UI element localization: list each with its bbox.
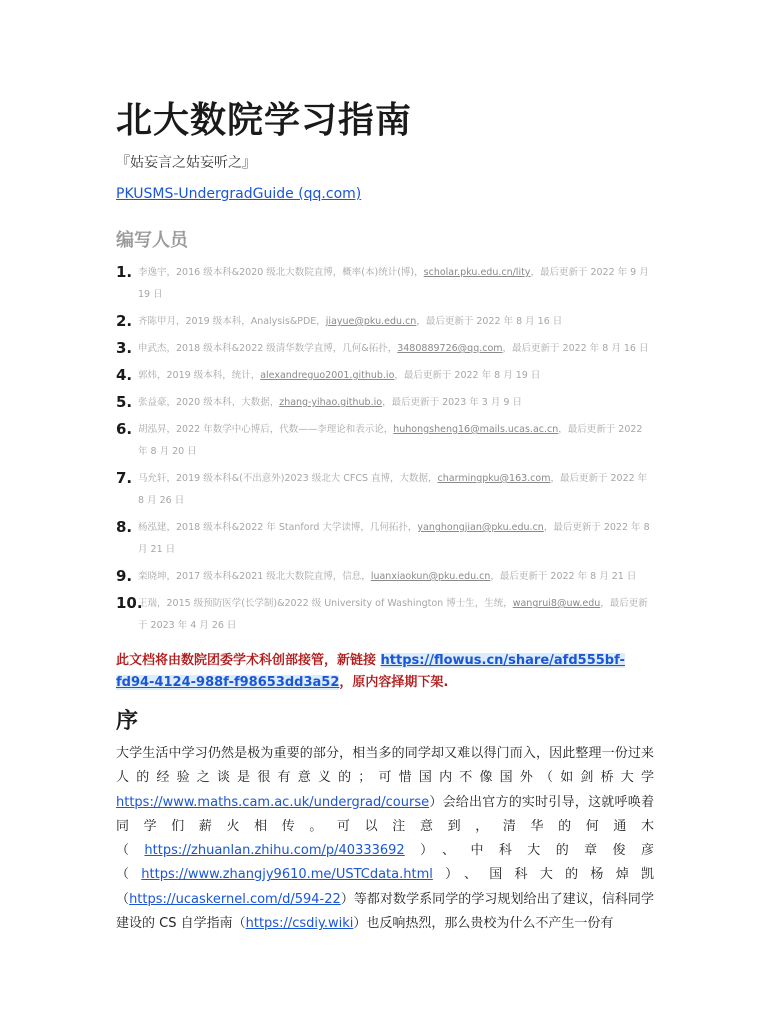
author-number: 7. <box>116 469 133 487</box>
author-info: 马允轩，2019 级本科&(不出意外)2023 级北大 CFCS 直博，大数据， <box>138 473 438 484</box>
ustc-link[interactable]: https://www.zhangjy9610.me/USTCdata.html <box>141 867 433 883</box>
author-number: 8. <box>116 518 133 536</box>
author-link[interactable]: charmingpku@163.com <box>437 473 551 484</box>
author-updated: ，最后更新于 2022 年 8 月 21 日 <box>138 522 650 555</box>
author-number: 10. <box>116 594 143 612</box>
author-updated: ，最后更新于 2023 年 3 月 9 日 <box>382 397 522 408</box>
document-title: 北大数院学习指南 <box>116 100 413 141</box>
author-updated: ，最后更新于 2022 年 8 月 20 日 <box>138 424 643 457</box>
author-number: 1. <box>116 263 133 281</box>
author-updated: ，最后更新于 2022 年 9 月 19 日 <box>138 267 649 300</box>
author-info: 张益豪，2020 级本科，大数据， <box>138 397 280 408</box>
author-link[interactable]: 3480889726@qq.com <box>397 343 503 354</box>
author-link[interactable]: alexandreguo2001.github.io <box>260 370 395 381</box>
author-item <box>116 338 654 360</box>
author-item <box>116 262 654 306</box>
body-text: 大学生活中学习仍然是极为重要的部分，相当多的同学却又难以得门而入，因此整理一份过来人的经验之谈是很有意义的；可惜国内不像国外（如剑桥大学 <box>116 746 654 786</box>
preface-paragraph <box>116 742 654 936</box>
author-number: 2. <box>116 312 133 330</box>
author-number: 4. <box>116 366 133 384</box>
notice-link[interactable]: https://flowus.cn/share/afd555bf-fd94-4124-988f-f98653dd3a52 <box>116 653 625 690</box>
body-text: ）、国科大的杨焯凯（ <box>116 867 654 907</box>
author-item <box>116 593 654 637</box>
zhihu-link[interactable]: https://zhuanlan.zhihu.com/p/40333692 <box>144 843 405 859</box>
cambridge-link[interactable]: https://www.maths.cam.ac.uk/undergrad/course <box>116 794 430 810</box>
author-info: 申武杰，2018 级本科&2022 级清华数学直博，几何&拓扑， <box>138 343 398 354</box>
author-link[interactable]: yanghongjian@pku.edu.cn <box>417 522 544 533</box>
author-updated: ，最后更新于 2022 年 8 月 16 日 <box>416 316 563 327</box>
author-updated: ，最后更新于 2023 年 4 月 26 日 <box>138 598 648 631</box>
authors-list <box>116 262 654 642</box>
author-info: 栾晓坤，2017 级本科&2021 级北大数院直博，信息， <box>138 571 371 582</box>
author-info: 齐陈甲月，2019 级本科，Analysis&PDE， <box>138 316 326 327</box>
author-number: 5. <box>116 393 133 411</box>
author-info: 李逸宇，2016 级本科&2020 级北大数院直博，概率(本)统计(博)， <box>138 267 424 278</box>
body-text: ）等都对数学系同学的学习规划给出了建议，信科同学建设的 CS 自学指南（ <box>116 891 654 932</box>
ucas-link[interactable]: https://ucaskernel.com/d/594-22 <box>129 891 341 907</box>
author-info: 郭炜，2019 级本科，统计， <box>138 370 261 381</box>
author-item <box>116 311 654 333</box>
author-number: 6. <box>116 420 133 438</box>
authors-heading: 编写人员 <box>116 230 188 251</box>
author-info: 胡泓昇，2022 年数学中心博后，代数——李理论和表示论， <box>138 424 394 435</box>
author-updated: ，最后更新于 2022 年 8 月 19 日 <box>394 370 541 381</box>
author-link[interactable]: wangrui8@uw.edu <box>512 598 601 609</box>
author-updated: ，最后更新于 2022 年 8 月 16 日 <box>502 343 649 354</box>
author-link[interactable]: luanxiaokun@pku.edu.cn <box>370 571 491 582</box>
author-link[interactable]: scholar.pku.edu.cn/lity <box>423 267 531 278</box>
preface-heading: 序 <box>116 709 139 734</box>
author-link[interactable]: zhang-yihao.github.io <box>279 397 383 408</box>
author-number: 9. <box>116 567 133 585</box>
notice-text-end: ，原内容择期下架. <box>339 675 449 690</box>
author-info: 杨泓建，2018 级本科&2022 年 Stanford 大学读博，几何拓扑， <box>138 522 418 533</box>
body-text: ）会给出官方的实时引导，这就呼唤着同学们薪火相传。可以注意到，清华的何通木（ <box>116 794 654 859</box>
body-text: ）、中科大的章俊彦（ <box>116 843 654 883</box>
author-link[interactable]: jiayue@pku.edu.cn <box>325 316 417 327</box>
body-text: ）也反响热烈，那么贵校为什么不产生一份有 <box>353 916 614 932</box>
author-info: 王瑞，2015 级预防医学(长学制)&2022 级 University of Washington 博士生，生统， <box>138 598 513 609</box>
author-item <box>116 517 654 561</box>
author-item <box>116 468 654 512</box>
author-item <box>116 419 654 463</box>
csdiy-link[interactable]: https://csdiy.wiki <box>245 916 354 932</box>
author-updated: ，最后更新于 2022 年 8 月 26 日 <box>138 473 648 506</box>
notice-text: 此文档将由数院团委学术科创部接管，新链接 <box>116 653 381 668</box>
author-item <box>116 365 654 387</box>
author-item <box>116 392 654 414</box>
notice-paragraph <box>116 650 654 694</box>
author-number: 3. <box>116 339 133 357</box>
author-item <box>116 566 654 588</box>
author-updated: ，最后更新于 2022 年 8 月 21 日 <box>490 571 637 582</box>
document-subtitle: 『姑妄言之姑妄听之』 <box>116 155 256 171</box>
guide-link[interactable]: PKUSMS-UndergradGuide (qq.com) <box>116 186 362 202</box>
author-link[interactable]: huhongsheng16@mails.ucas.ac.cn <box>393 424 559 435</box>
